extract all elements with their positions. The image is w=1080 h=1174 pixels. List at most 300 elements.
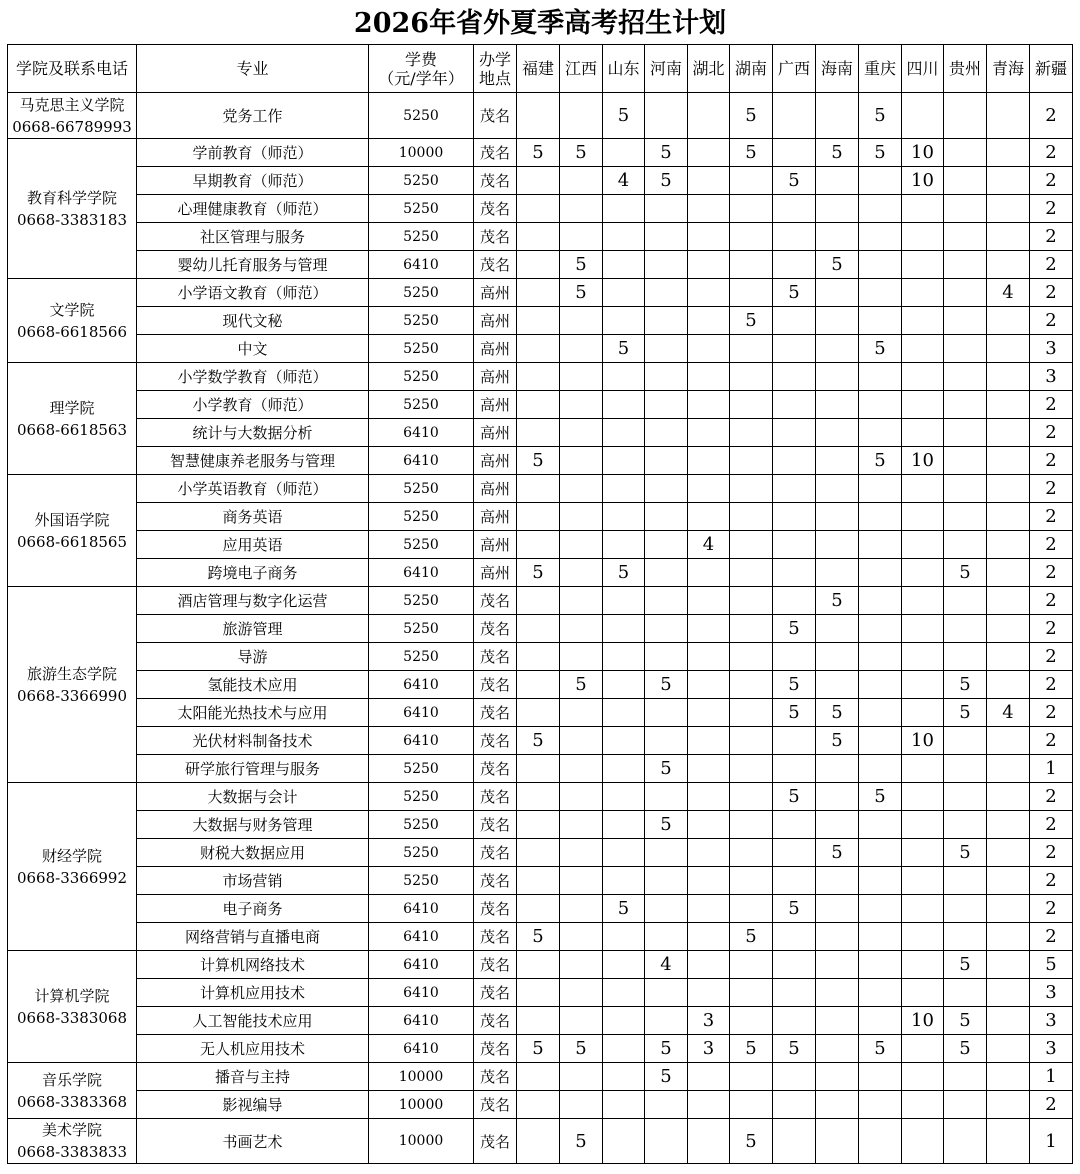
- quota-cell: [730, 951, 773, 979]
- quota-cell: [987, 139, 1030, 167]
- table-row: [8, 223, 1073, 251]
- quota-cell: [560, 923, 603, 951]
- quota-cell: 5: [816, 727, 859, 755]
- quota-cell: 5: [773, 699, 816, 727]
- campus: 茂名: [474, 979, 517, 1007]
- quota-cell: [645, 251, 688, 279]
- tuition-fee: 5250: [369, 755, 474, 783]
- college-phone: 0668-6618563: [16, 420, 128, 439]
- quota-cell: [603, 419, 645, 447]
- major-name: 计算机应用技术: [137, 979, 369, 1007]
- tuition-fee: 6410: [369, 923, 474, 951]
- quota-cell: [944, 419, 987, 447]
- quota-cell: [688, 93, 730, 139]
- quota-cell: [560, 727, 603, 755]
- quota-cell: [560, 839, 603, 867]
- quota-cell: [944, 447, 987, 475]
- quota-cell: [859, 755, 902, 783]
- quota-cell: [944, 335, 987, 363]
- tuition-fee: 6410: [369, 727, 474, 755]
- tuition-fee: 5250: [369, 93, 474, 139]
- quota-cell: [517, 643, 560, 671]
- quota-cell: 3: [688, 1035, 730, 1063]
- quota-cell: 5: [816, 699, 859, 727]
- campus: 茂名: [474, 139, 517, 167]
- quota-cell: [688, 783, 730, 811]
- quota-cell: [517, 587, 560, 615]
- header-fee-line1: 学费: [404, 49, 437, 69]
- tuition-fee: 6410: [369, 1007, 474, 1035]
- quota-cell: [517, 1119, 560, 1164]
- campus: 茂名: [474, 643, 517, 671]
- major-name: 影视编导: [137, 1091, 369, 1119]
- quota-cell: 5: [773, 279, 816, 307]
- table-row: [8, 307, 1073, 335]
- quota-cell: 2: [1030, 223, 1073, 251]
- quota-cell: [560, 895, 603, 923]
- quota-cell: [902, 615, 944, 643]
- quota-cell: [773, 755, 816, 783]
- major-name: 小学英语教育（师范）: [137, 475, 369, 503]
- quota-cell: [517, 1007, 560, 1035]
- quota-cell: [816, 475, 859, 503]
- quota-cell: [773, 727, 816, 755]
- quota-cell: [730, 335, 773, 363]
- quota-cell: [730, 643, 773, 671]
- major-name: 社区管理与服务: [137, 223, 369, 251]
- quota-cell: 2: [1030, 475, 1073, 503]
- quota-cell: 2: [1030, 419, 1073, 447]
- college-cell: [8, 279, 137, 363]
- tuition-fee: 5250: [369, 531, 474, 559]
- college-cell: [8, 1063, 137, 1119]
- quota-cell: 5: [603, 335, 645, 363]
- major-name: 计算机网络技术: [137, 951, 369, 979]
- header-college: 学院及联系电话: [8, 45, 137, 93]
- tuition-fee: 5250: [369, 363, 474, 391]
- college-phone: 0668-3383068: [16, 1008, 128, 1027]
- quota-cell: [944, 1091, 987, 1119]
- quota-cell: [859, 1091, 902, 1119]
- campus: 高州: [474, 559, 517, 587]
- quota-cell: [816, 643, 859, 671]
- quota-cell: [816, 419, 859, 447]
- page-title: 2026年省外夏季高考招生计划: [353, 8, 727, 39]
- quota-cell: [645, 279, 688, 307]
- campus: 茂名: [474, 727, 517, 755]
- quota-cell: [560, 615, 603, 643]
- quota-cell: [560, 475, 603, 503]
- quota-cell: [603, 139, 645, 167]
- major-name: 导游: [137, 643, 369, 671]
- quota-cell: [987, 867, 1030, 895]
- quota-cell: [773, 223, 816, 251]
- quota-cell: [944, 923, 987, 951]
- enrollment-plan-table: [7, 44, 1073, 1164]
- quota-cell: [987, 195, 1030, 223]
- quota-cell: [859, 1063, 902, 1091]
- quota-cell: [816, 503, 859, 531]
- table-row: [8, 139, 1073, 167]
- quota-cell: [645, 93, 688, 139]
- quota-cell: [944, 1063, 987, 1091]
- table-row: [8, 167, 1073, 195]
- quota-cell: 5: [773, 167, 816, 195]
- quota-cell: [987, 307, 1030, 335]
- quota-cell: [987, 223, 1030, 251]
- major-name: 学前教育（师范）: [137, 139, 369, 167]
- quota-cell: [730, 755, 773, 783]
- quota-cell: [603, 1007, 645, 1035]
- quota-cell: [902, 93, 944, 139]
- quota-cell: [730, 699, 773, 727]
- header-province: 青海: [987, 45, 1030, 93]
- quota-cell: [773, 1063, 816, 1091]
- quota-cell: [688, 615, 730, 643]
- quota-cell: 2: [1030, 251, 1073, 279]
- quota-cell: [730, 391, 773, 419]
- quota-cell: [688, 671, 730, 699]
- quota-cell: [773, 307, 816, 335]
- quota-cell: [816, 307, 859, 335]
- quota-cell: [517, 951, 560, 979]
- quota-cell: 2: [1030, 139, 1073, 167]
- quota-cell: 2: [1030, 811, 1073, 839]
- quota-cell: [517, 811, 560, 839]
- quota-cell: 5: [859, 335, 902, 363]
- quota-cell: 5: [645, 1035, 688, 1063]
- campus: 茂名: [474, 1119, 517, 1164]
- tuition-fee: 6410: [369, 895, 474, 923]
- quota-cell: [730, 1091, 773, 1119]
- quota-cell: [859, 979, 902, 1007]
- quota-cell: [645, 839, 688, 867]
- header-campus-line2: 地点: [478, 68, 511, 88]
- quota-cell: 5: [730, 1035, 773, 1063]
- quota-cell: 2: [1030, 783, 1073, 811]
- quota-cell: [688, 923, 730, 951]
- table-row: [8, 447, 1073, 475]
- quota-cell: [859, 587, 902, 615]
- quota-cell: [730, 867, 773, 895]
- quota-cell: [816, 783, 859, 811]
- quota-cell: 5: [517, 447, 560, 475]
- quota-cell: [859, 923, 902, 951]
- college-phone: 0668-6618566: [16, 322, 128, 341]
- quota-cell: [944, 167, 987, 195]
- quota-cell: [816, 447, 859, 475]
- quota-cell: [859, 839, 902, 867]
- header-province: 新疆: [1030, 45, 1073, 93]
- quota-cell: [560, 363, 603, 391]
- quota-cell: [688, 503, 730, 531]
- quota-cell: 4: [987, 279, 1030, 307]
- quota-cell: [645, 979, 688, 1007]
- quota-cell: [816, 755, 859, 783]
- major-name: 早期教育（师范）: [137, 167, 369, 195]
- quota-cell: [816, 923, 859, 951]
- quota-cell: [688, 559, 730, 587]
- major-name: 党务工作: [137, 93, 369, 139]
- quota-cell: [688, 251, 730, 279]
- tuition-fee: 5250: [369, 783, 474, 811]
- quota-cell: [944, 223, 987, 251]
- quota-cell: [944, 251, 987, 279]
- quota-cell: [816, 531, 859, 559]
- quota-cell: [560, 93, 603, 139]
- quota-cell: 2: [1030, 93, 1073, 139]
- major-name: 统计与大数据分析: [137, 419, 369, 447]
- quota-cell: 5: [730, 139, 773, 167]
- quota-cell: [645, 503, 688, 531]
- quota-cell: [902, 755, 944, 783]
- quota-cell: 10: [902, 167, 944, 195]
- quota-cell: [603, 867, 645, 895]
- campus: 茂名: [474, 867, 517, 895]
- quota-cell: [987, 615, 1030, 643]
- table-body: [8, 93, 1073, 1164]
- quota-cell: [902, 811, 944, 839]
- quota-cell: [688, 811, 730, 839]
- quota-cell: [517, 755, 560, 783]
- quota-cell: [944, 979, 987, 1007]
- quota-cell: [645, 531, 688, 559]
- quota-cell: [688, 307, 730, 335]
- quota-cell: [688, 391, 730, 419]
- major-name: 无人机应用技术: [137, 1035, 369, 1063]
- quota-cell: [517, 475, 560, 503]
- quota-cell: [603, 811, 645, 839]
- quota-cell: 2: [1030, 167, 1073, 195]
- quota-cell: [645, 615, 688, 643]
- quota-cell: [902, 195, 944, 223]
- header-campus: [474, 45, 517, 93]
- major-name: 太阳能光热技术与应用: [137, 699, 369, 727]
- tuition-fee: 5250: [369, 587, 474, 615]
- quota-cell: [645, 699, 688, 727]
- tuition-fee: 6410: [369, 699, 474, 727]
- quota-cell: 10: [902, 727, 944, 755]
- table-row: [8, 1035, 1073, 1063]
- header-province: 河南: [645, 45, 688, 93]
- quota-cell: [944, 783, 987, 811]
- quota-cell: [603, 195, 645, 223]
- quota-cell: [859, 699, 902, 727]
- major-name: 书画艺术: [137, 1119, 369, 1164]
- quota-cell: [987, 951, 1030, 979]
- quota-cell: [816, 671, 859, 699]
- quota-cell: [773, 391, 816, 419]
- quota-cell: [859, 419, 902, 447]
- tuition-fee: 5250: [369, 839, 474, 867]
- quota-cell: [859, 1007, 902, 1035]
- quota-cell: 5: [859, 93, 902, 139]
- table-row: [8, 979, 1073, 1007]
- quota-cell: [773, 979, 816, 1007]
- major-name: 现代文秘: [137, 307, 369, 335]
- quota-cell: [816, 951, 859, 979]
- major-name: 小学教育（师范）: [137, 391, 369, 419]
- quota-cell: [987, 531, 1030, 559]
- campus: 茂名: [474, 1007, 517, 1035]
- quota-cell: [517, 1091, 560, 1119]
- quota-cell: [902, 643, 944, 671]
- major-name: 酒店管理与数字化运营: [137, 587, 369, 615]
- quota-cell: [688, 951, 730, 979]
- major-name: 播音与主持: [137, 1063, 369, 1091]
- quota-cell: [773, 195, 816, 223]
- quota-cell: [688, 223, 730, 251]
- quota-cell: 5: [645, 167, 688, 195]
- campus: 茂名: [474, 195, 517, 223]
- quota-cell: [688, 447, 730, 475]
- quota-cell: [944, 279, 987, 307]
- quota-cell: 5: [816, 139, 859, 167]
- quota-cell: 3: [1030, 363, 1073, 391]
- quota-cell: [773, 335, 816, 363]
- college-name: 美术学院: [41, 1121, 102, 1139]
- quota-cell: [859, 531, 902, 559]
- quota-cell: 2: [1030, 923, 1073, 951]
- quota-cell: [902, 223, 944, 251]
- quota-cell: [603, 1063, 645, 1091]
- quota-cell: [730, 839, 773, 867]
- quota-cell: [902, 307, 944, 335]
- quota-cell: [944, 391, 987, 419]
- quota-cell: 2: [1030, 615, 1073, 643]
- quota-cell: [560, 391, 603, 419]
- quota-cell: [987, 727, 1030, 755]
- quota-cell: [987, 587, 1030, 615]
- quota-cell: [902, 251, 944, 279]
- campus: 茂名: [474, 93, 517, 139]
- quota-cell: [730, 531, 773, 559]
- quota-cell: [645, 475, 688, 503]
- quota-cell: [816, 867, 859, 895]
- tuition-fee: 5250: [369, 307, 474, 335]
- quota-cell: 5: [645, 139, 688, 167]
- quota-cell: [730, 503, 773, 531]
- tuition-fee: 5250: [369, 223, 474, 251]
- quota-cell: [859, 251, 902, 279]
- quota-cell: [987, 475, 1030, 503]
- quota-cell: [688, 1091, 730, 1119]
- quota-cell: [902, 1119, 944, 1164]
- header-province: 湖北: [688, 45, 730, 93]
- quota-cell: [987, 167, 1030, 195]
- quota-cell: [603, 251, 645, 279]
- quota-cell: [773, 811, 816, 839]
- table-row: [8, 559, 1073, 587]
- major-name: 智慧健康养老服务与管理: [137, 447, 369, 475]
- quota-cell: 1: [1030, 1063, 1073, 1091]
- quota-cell: [902, 335, 944, 363]
- quota-cell: 5: [517, 727, 560, 755]
- tuition-fee: 5250: [369, 279, 474, 307]
- quota-cell: [944, 363, 987, 391]
- quota-cell: 2: [1030, 671, 1073, 699]
- quota-cell: [730, 279, 773, 307]
- quota-cell: 5: [730, 93, 773, 139]
- quota-cell: [902, 559, 944, 587]
- table-row: [8, 811, 1073, 839]
- quota-cell: [987, 895, 1030, 923]
- quota-cell: [987, 93, 1030, 139]
- quota-cell: [517, 895, 560, 923]
- quota-cell: [730, 671, 773, 699]
- header-province: 海南: [816, 45, 859, 93]
- quota-cell: [560, 531, 603, 559]
- quota-cell: [987, 419, 1030, 447]
- tuition-fee: 6410: [369, 1035, 474, 1063]
- major-name: 氢能技术应用: [137, 671, 369, 699]
- quota-cell: [603, 923, 645, 951]
- quota-cell: [859, 643, 902, 671]
- quota-cell: [902, 671, 944, 699]
- tuition-fee: 6410: [369, 951, 474, 979]
- tuition-fee: 5250: [369, 643, 474, 671]
- quota-cell: [603, 531, 645, 559]
- quota-cell: 5: [859, 783, 902, 811]
- tuition-fee: 6410: [369, 671, 474, 699]
- campus: 茂名: [474, 755, 517, 783]
- quota-cell: [560, 811, 603, 839]
- quota-cell: [902, 699, 944, 727]
- quota-cell: [816, 391, 859, 419]
- quota-cell: [987, 1007, 1030, 1035]
- quota-cell: [517, 279, 560, 307]
- quota-cell: [730, 587, 773, 615]
- quota-cell: [773, 559, 816, 587]
- header-province: 江西: [560, 45, 603, 93]
- college-cell: [8, 951, 137, 1063]
- major-name: 市场营销: [137, 867, 369, 895]
- quota-cell: [688, 279, 730, 307]
- quota-cell: [902, 895, 944, 923]
- table-row: [8, 783, 1073, 811]
- quota-cell: [859, 167, 902, 195]
- quota-cell: [773, 839, 816, 867]
- college-phone: 0668-3383368: [16, 1092, 128, 1111]
- quota-cell: [517, 391, 560, 419]
- quota-cell: [987, 447, 1030, 475]
- quota-cell: [645, 1119, 688, 1164]
- quota-cell: [987, 559, 1030, 587]
- tuition-fee: 5250: [369, 195, 474, 223]
- college-name: 文学院: [49, 300, 95, 319]
- table-row: [8, 755, 1073, 783]
- quota-cell: 3: [688, 1007, 730, 1035]
- tuition-fee: 5250: [369, 167, 474, 195]
- campus: 高州: [474, 335, 517, 363]
- quota-cell: 3: [1030, 1035, 1073, 1063]
- quota-cell: 5: [730, 1119, 773, 1164]
- table-row: [8, 671, 1073, 699]
- quota-cell: 4: [603, 167, 645, 195]
- quota-cell: [560, 335, 603, 363]
- quota-cell: [859, 671, 902, 699]
- quota-cell: [816, 1119, 859, 1164]
- major-name: 大数据与会计: [137, 783, 369, 811]
- quota-cell: [944, 475, 987, 503]
- quota-cell: [816, 1035, 859, 1063]
- quota-cell: [944, 895, 987, 923]
- quota-cell: [987, 363, 1030, 391]
- college-cell: [8, 587, 137, 783]
- quota-cell: 2: [1030, 391, 1073, 419]
- campus: 高州: [474, 447, 517, 475]
- quota-cell: 2: [1030, 643, 1073, 671]
